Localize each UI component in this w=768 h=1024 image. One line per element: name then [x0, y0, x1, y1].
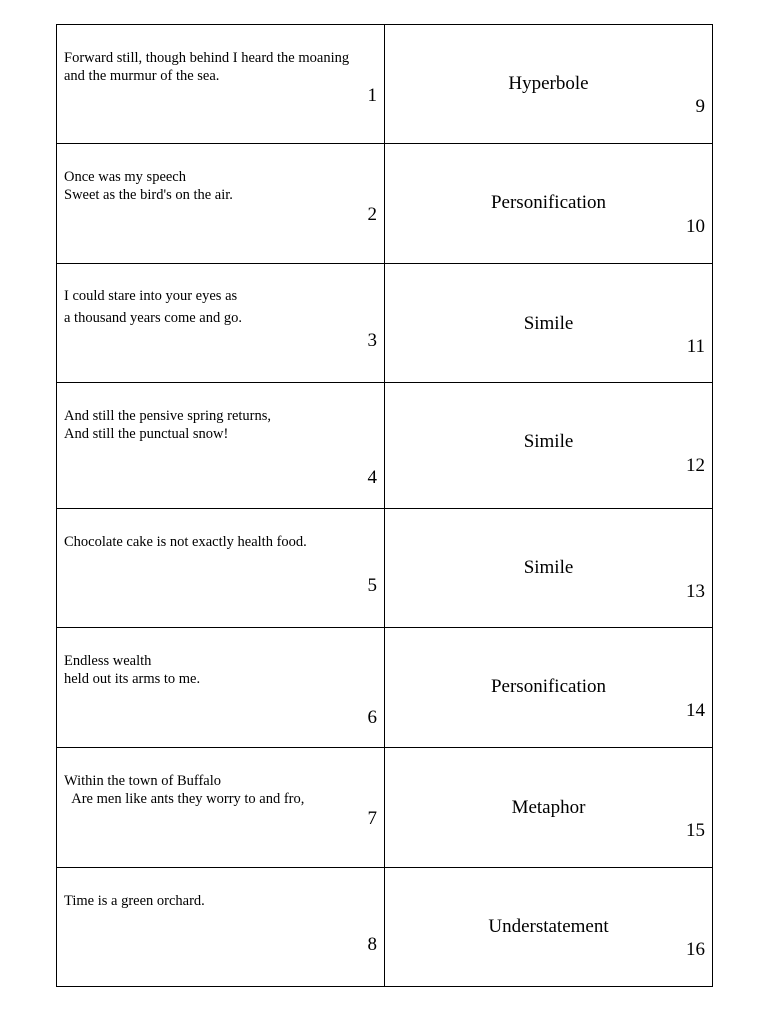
- quote-text: Chocolate cake is not exactly health food.: [64, 534, 307, 550]
- quote-cell: [57, 628, 385, 747]
- quote-number: 6: [367, 707, 377, 728]
- card-row: [57, 628, 712, 748]
- term-cell: [385, 25, 712, 143]
- term-cell: [385, 628, 712, 747]
- term-number: 9: [695, 96, 705, 117]
- term-number: 12: [686, 455, 705, 476]
- term-text: Personification: [490, 676, 607, 697]
- term-text: Personification: [490, 192, 607, 213]
- quote-text: Once was my speech Sweet as the bird's on the air.: [64, 169, 233, 203]
- quote-cell: [57, 144, 385, 263]
- term-number: 10: [686, 216, 705, 237]
- quote-number: 3: [367, 330, 377, 351]
- term-number: 15: [686, 820, 705, 841]
- term-cell: [385, 383, 712, 508]
- quote-number: 1: [367, 85, 377, 106]
- term-number: 16: [686, 939, 705, 960]
- term-cell: [385, 264, 712, 382]
- quote-text: Endless wealth held out its arms to me.: [64, 653, 201, 687]
- card-row: [57, 144, 712, 264]
- term-cell: [385, 868, 712, 986]
- quote-number: 4: [367, 467, 377, 488]
- quote-text: I could stare into your eyes as a thousand years come and go.: [64, 288, 242, 326]
- term-text: Simile: [523, 431, 574, 452]
- term-text: Metaphor: [511, 797, 586, 818]
- term-cell: [385, 509, 712, 627]
- quote-text: Time is a green orchard.: [64, 893, 205, 909]
- card-row: [57, 383, 712, 509]
- quote-cell: [57, 509, 385, 627]
- card-sheet: [56, 24, 713, 987]
- quote-number: 5: [367, 575, 377, 596]
- card-row: [57, 25, 712, 144]
- card-row: [57, 509, 712, 628]
- quote-number: 7: [367, 808, 377, 829]
- quote-cell: [57, 25, 385, 143]
- term-number: 14: [686, 700, 705, 721]
- term-text: Simile: [523, 313, 574, 334]
- quote-cell: [57, 383, 385, 508]
- card-row: [57, 868, 712, 986]
- term-number: 13: [686, 581, 705, 602]
- quote-cell: [57, 748, 385, 867]
- quote-text: And still the pensive spring returns, And still the punctual snow!: [64, 408, 272, 442]
- quote-number: 2: [367, 204, 377, 225]
- term-text: Understatement: [488, 916, 609, 937]
- quote-number: 8: [367, 934, 377, 955]
- quote-cell: [57, 264, 385, 382]
- term-cell: [385, 748, 712, 867]
- term-text: Simile: [523, 557, 574, 578]
- quote-cell: [57, 868, 385, 986]
- term-number: 11: [686, 336, 705, 357]
- card-row: [57, 748, 712, 868]
- card-row: [57, 264, 712, 383]
- quote-text: Forward still, though behind I heard the moaning and the murmur of the sea.: [64, 50, 350, 84]
- term-text: Hyperbole: [508, 73, 589, 94]
- quote-text: Within the town of Buffalo Are men like ants they worry to and fro,: [64, 773, 305, 807]
- term-cell: [385, 144, 712, 263]
